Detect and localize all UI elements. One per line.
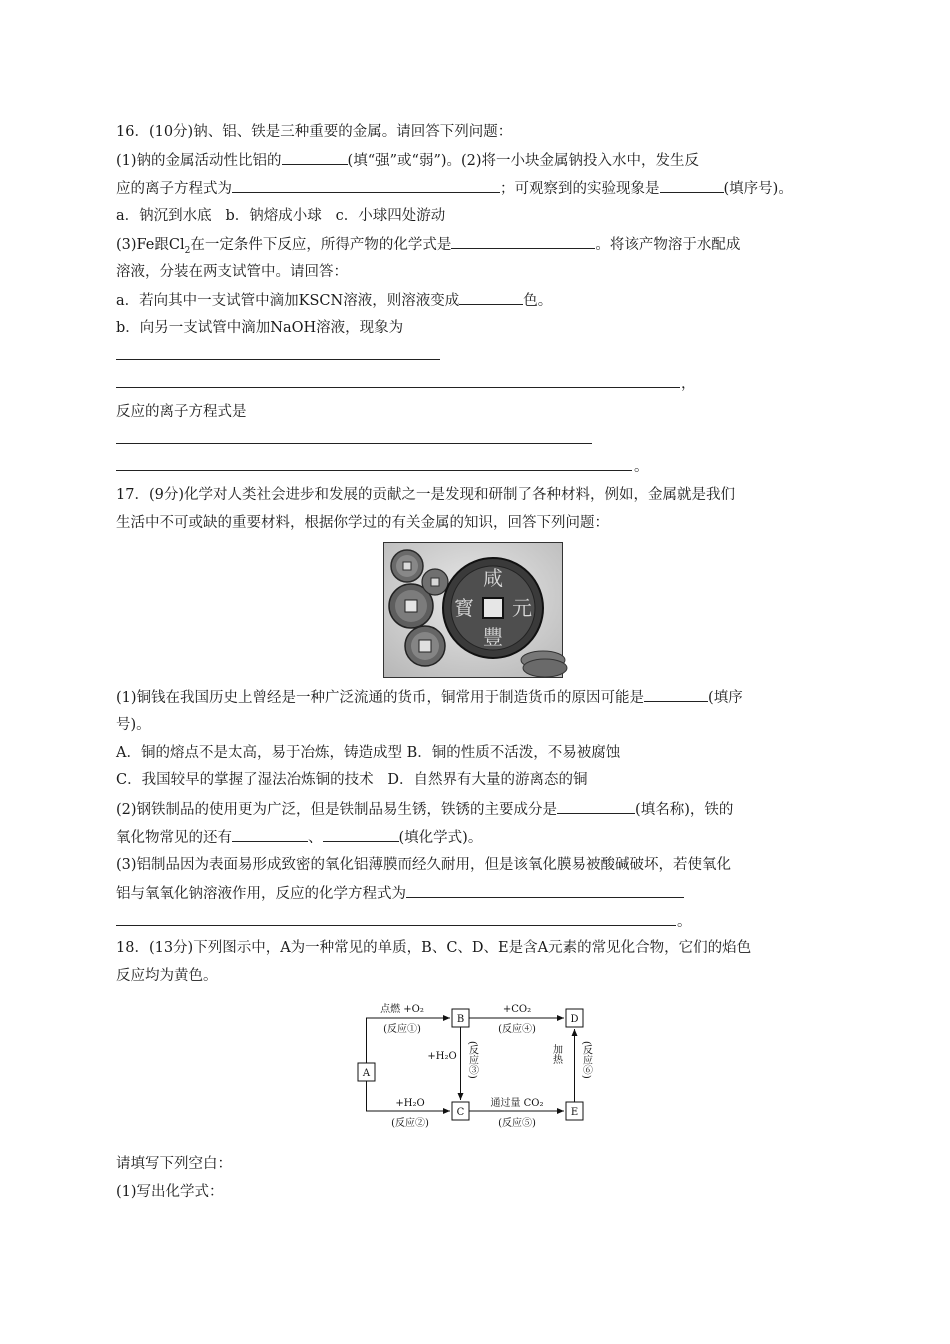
coin-stack: [521, 651, 567, 677]
q17-p2-text-d: 、: [308, 830, 323, 846]
q16-l2-text-c: (填序号)。: [723, 181, 793, 197]
large-coin: [443, 558, 543, 658]
q17-p2-cont: [116, 827, 482, 848]
q16-blank-4[interactable]: [451, 234, 595, 249]
q16-answer-rule-3[interactable]: [116, 443, 592, 444]
q17-p1-cont: 号)。: [116, 717, 151, 733]
q17-title: 17．(9分)化学对人类社会进步和发展的贡献之一是发现和研制了各种材料，例如，金属就是我们: [116, 487, 735, 503]
q16-title: 16．(10分)钠、铝、铁是三种重要的金属。请回答下列问题：: [116, 124, 513, 140]
q16-line1: [116, 150, 699, 171]
q17-p2-text-b: (填名称)，铁的: [635, 802, 734, 818]
q18-title: 18．(13分)下列图示中，A为一种常见的单质，B、C、D、E是含A元素的常见化合物，它们的焰色: [116, 940, 752, 956]
coin-char-right: 元: [512, 596, 532, 620]
q17-p1: [116, 687, 743, 708]
q16-l4-sub: 2: [184, 245, 191, 256]
q16-blank-1[interactable]: [282, 150, 348, 165]
q16-period: 。: [634, 459, 649, 475]
q16-l6-text-a: a．若向其中一支试管中滴加KSCN溶液，则溶液变成: [116, 293, 460, 309]
q17-blank-2[interactable]: [557, 799, 635, 814]
node-a: A: [362, 1068, 371, 1079]
q18-line2: 反应均为黄色。: [116, 968, 218, 984]
q17-p1-text-a: (1)铜钱在我国历史上曾经是一种广泛流通的货币，铜常用于制造货币的原因可能是: [116, 690, 645, 706]
q16-line6: [116, 290, 552, 311]
r6-vert: (反应⑥): [580, 1041, 592, 1079]
q17-p3: (3)铝制品因为表面易形成致密的氧化铝薄膜而经久耐用，但是该氧化膜易被酸碱破坏，若使氧化: [116, 857, 732, 873]
q17-options-ab: A．铜的熔点不是太高，易于冶炼，铸造成型 B．铜的性质不活泼，不易被腐蚀: [116, 745, 621, 761]
q17-p2: [116, 799, 733, 820]
q16-blank-2[interactable]: [232, 178, 500, 193]
q17-blank-5[interactable]: [406, 883, 684, 898]
q17-p3-cont: [116, 883, 684, 904]
q17-period: 。: [677, 914, 692, 930]
r1-top: 点燃 +O₂: [380, 1004, 424, 1015]
q17-p2-text-c: 氧化物常见的还有: [116, 830, 232, 846]
q18-fill-prompt: 请填写下列空白：: [116, 1156, 232, 1172]
q17-blank-3[interactable]: [232, 827, 308, 842]
q16-l2-text-b: ；可观察到的实验现象是: [500, 181, 660, 197]
q16-line2: [116, 178, 793, 199]
r1-bottom: (反应①): [383, 1024, 421, 1035]
small-coin-1: [391, 550, 423, 582]
q16-line4: [116, 234, 740, 261]
q16-l4-text-c: 。将该产物溶于水配成: [595, 237, 741, 253]
node-c: C: [456, 1107, 465, 1118]
q16-l6-text-b: 色。: [523, 293, 553, 309]
node-b: B: [456, 1014, 465, 1025]
r2-bottom: (反应②): [391, 1118, 429, 1129]
q16-answer-rule-4[interactable]: [116, 470, 632, 471]
r4-top: +CO₂: [502, 1004, 532, 1015]
small-coin-3: [422, 569, 448, 595]
q16-answer-rule-1[interactable]: [116, 359, 440, 360]
q17-p2-text-e: (填化学式)。: [398, 830, 483, 846]
r6-side: 加热: [550, 1044, 562, 1064]
q17-p3-text-b: 铝与氧氧化钠溶液作用，反应的化学方程式为: [116, 886, 406, 902]
r5-top: 通过量 CO₂: [490, 1098, 544, 1109]
q17-line2: 生活中不可或缺的重要材料，根据你学过的有关金属的知识，回答下列问题：: [116, 515, 609, 531]
r3-side: +H₂O: [427, 1051, 457, 1062]
q16-l1-text-a: (1)钠的金属活动性比铝的: [116, 153, 282, 169]
coin-char-bottom: 豐: [483, 625, 503, 649]
q16-comma: ，: [681, 376, 696, 392]
q18-p1: (1)写出化学式：: [116, 1184, 224, 1200]
q17-blank-4[interactable]: [323, 827, 399, 842]
q16-l1-text-b: (填“强”或“弱”)。(2)将一小块金属钠投入水中，发生反: [347, 153, 700, 169]
node-d: D: [570, 1014, 579, 1025]
q16-l4-text-b: 在一定条件下反应，所得产物的化学式是: [190, 237, 452, 253]
q16-line5: 溶液，分装在两支试管中。请回答：: [116, 264, 348, 280]
reaction-diagram: [350, 996, 590, 1134]
coin-char-left: 寳: [454, 596, 474, 620]
copper-coins-image: [383, 542, 563, 678]
q16-l2-text-a: 应的离子方程式为: [116, 181, 232, 197]
q16-blank-3[interactable]: [660, 178, 724, 193]
r3-vert: (反应③): [466, 1041, 478, 1079]
q16-line7: b．向另一支试管中滴加NaOH溶液，现象为: [116, 320, 404, 336]
r5-bottom: (反应⑤): [498, 1118, 536, 1129]
coin-char-top: 咸: [483, 566, 503, 590]
q16-options: a．钠沉到水底 b．钠熔成小球 c．小球四处游动: [116, 208, 446, 224]
q17-p2-text-a: (2)钢铁制品的使用更为广泛，但是铁制品易生锈，铁锈的主要成分是: [116, 802, 558, 818]
r4-bottom: (反应④): [498, 1024, 536, 1035]
q17-options-cd: C．我国较早的掌握了湿法冶炼铜的技术 D．自然界有大量的游离态的铜: [116, 772, 588, 788]
q17-blank-1[interactable]: [644, 687, 708, 702]
small-coin-4: [405, 626, 445, 666]
q17-p1-text-b: (填序: [708, 690, 743, 706]
q17-answer-rule[interactable]: [116, 925, 676, 926]
q16-blank-5[interactable]: [459, 290, 523, 305]
q16-l4-text-a: (3)Fe跟Cl: [116, 237, 185, 253]
q16-answer-rule-2[interactable]: [116, 387, 680, 388]
r2-top: +H₂O: [395, 1098, 425, 1109]
node-e: E: [570, 1107, 579, 1118]
q16-line8: 反应的离子方程式是: [116, 404, 247, 420]
